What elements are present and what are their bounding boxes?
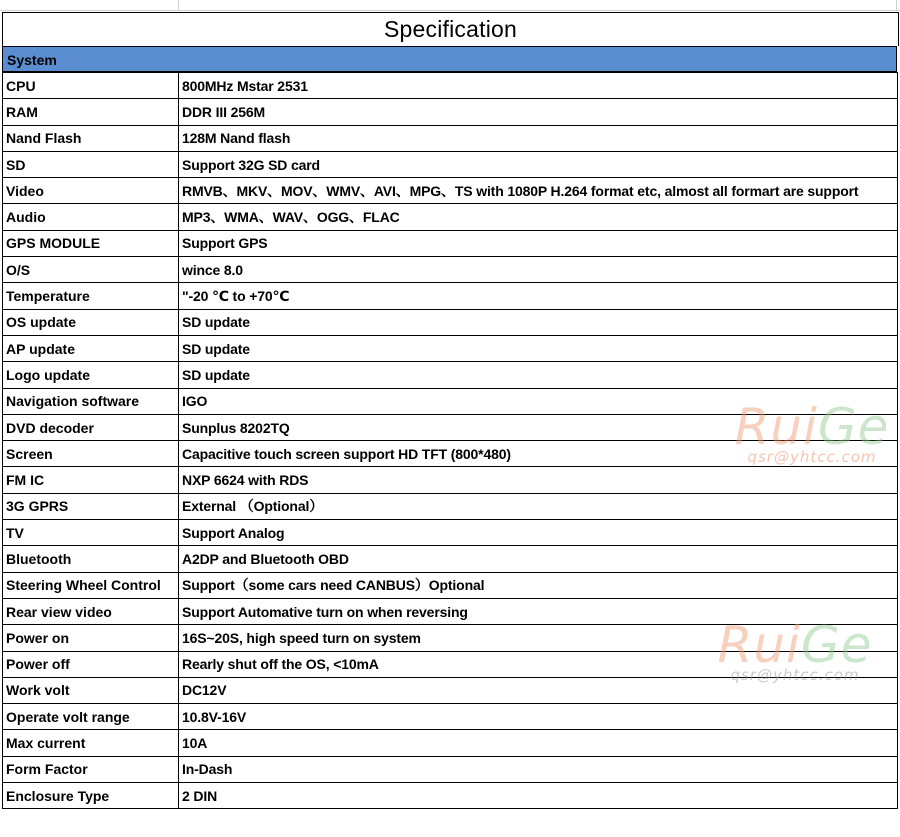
spec-label: Operate volt range	[3, 704, 179, 730]
spec-value: 128M Nand flash	[179, 125, 898, 151]
table-row	[3, 546, 898, 572]
spec-label: Audio	[3, 204, 179, 230]
spec-value: DC12V	[179, 677, 898, 703]
spec-label: Power on	[3, 625, 179, 651]
spec-value: 800MHz Mstar 2531	[179, 73, 898, 99]
spec-value: RMVB、MKV、MOV、WMV、AVI、MPG、TS with 1080P H.264 format etc, almost all formart are support	[179, 178, 898, 204]
spec-value: Support GPS	[179, 230, 898, 256]
table-row	[3, 756, 898, 782]
spec-value: MP3、WMA、WAV、OGG、FLAC	[179, 204, 898, 230]
spec-label: Video	[3, 178, 179, 204]
spec-label: Navigation software	[3, 388, 179, 414]
spec-label: GPS MODULE	[3, 230, 179, 256]
spec-value: Rearly shut off the OS, <10mA	[179, 651, 898, 677]
spec-value: 16S~20S, high speed turn on system	[179, 625, 898, 651]
spec-label: Nand Flash	[3, 125, 179, 151]
table-row	[3, 677, 898, 703]
spec-label: Logo update	[3, 362, 179, 388]
table-row	[3, 598, 898, 624]
spec-label: O/S	[3, 257, 179, 283]
section-header-system: System	[2, 46, 897, 72]
spec-label: RAM	[3, 99, 179, 125]
spec-value: Support Automative turn on when reversing	[179, 598, 898, 624]
spec-label: OS update	[3, 309, 179, 335]
spec-label: CPU	[3, 73, 179, 99]
table-row	[3, 178, 898, 204]
spec-table	[2, 72, 898, 809]
spec-label: Steering Wheel Control	[3, 572, 179, 598]
table-row	[3, 493, 898, 519]
spec-label: Bluetooth	[3, 546, 179, 572]
page-title: Specification	[2, 12, 899, 46]
table-row	[3, 204, 898, 230]
spec-label: Rear view video	[3, 598, 179, 624]
table-row	[3, 625, 898, 651]
spec-value: Support Analog	[179, 520, 898, 546]
spec-value: Sunplus 8202TQ	[179, 414, 898, 440]
spec-value: A2DP and Bluetooth OBD	[179, 546, 898, 572]
spec-label: Screen	[3, 441, 179, 467]
watermark-logo: RuiGe	[717, 616, 873, 674]
table-row	[3, 651, 898, 677]
spec-label: TV	[3, 520, 179, 546]
table-row	[3, 125, 898, 151]
spec-label: Enclosure Type	[3, 783, 179, 809]
table-row	[3, 99, 898, 125]
spec-value: SD update	[179, 309, 898, 335]
spec-label: Temperature	[3, 283, 179, 309]
spec-value: 10.8V-16V	[179, 704, 898, 730]
table-row	[3, 362, 898, 388]
table-row	[3, 730, 898, 756]
spec-label: Max current	[3, 730, 179, 756]
spec-value: IGO	[179, 388, 898, 414]
top-strip	[0, 0, 900, 11]
spec-label: AP update	[3, 335, 179, 361]
watermark-logo: RuiGe	[734, 398, 890, 456]
spec-value: NXP 6624 with RDS	[179, 467, 898, 493]
spec-value: "-20 ℃ to +70℃	[179, 283, 898, 309]
table-row	[3, 257, 898, 283]
spec-value: SD update	[179, 362, 898, 388]
spec-value: 10A	[179, 730, 898, 756]
spec-value: External （Optional）	[179, 493, 898, 519]
table-row	[3, 335, 898, 361]
spec-value: 2 DIN	[179, 783, 898, 809]
watermark-email: qsr@yhtcc.com	[747, 448, 877, 466]
table-row	[3, 73, 898, 99]
spec-value: SD update	[179, 335, 898, 361]
table-row	[3, 467, 898, 493]
table-row	[3, 441, 898, 467]
spec-value: DDR III 256M	[179, 99, 898, 125]
spec-value: In-Dash	[179, 756, 898, 782]
spec-label: Work volt	[3, 677, 179, 703]
table-row	[3, 572, 898, 598]
table-row	[3, 283, 898, 309]
spec-label: Power off	[3, 651, 179, 677]
spec-value: Capacitive touch screen support HD TFT (800*480)	[179, 441, 898, 467]
table-row	[3, 309, 898, 335]
table-row	[3, 704, 898, 730]
table-row	[3, 783, 898, 809]
spec-label: FM IC	[3, 467, 179, 493]
spec-value: wince 8.0	[179, 257, 898, 283]
spec-label: SD	[3, 151, 179, 177]
strip-divider	[896, 0, 897, 10]
spec-label: 3G GPRS	[3, 493, 179, 519]
spec-value: Support（some cars need CANBUS）Optional	[179, 572, 898, 598]
table-row	[3, 388, 898, 414]
spec-value: Support 32G SD card	[179, 151, 898, 177]
table-row	[3, 414, 898, 440]
spec-label: DVD decoder	[3, 414, 179, 440]
strip-divider	[178, 0, 179, 10]
table-row	[3, 520, 898, 546]
table-row	[3, 230, 898, 256]
spec-label: Form Factor	[3, 756, 179, 782]
table-row	[3, 151, 898, 177]
watermark-email: qsr@yhtcc.com	[730, 666, 860, 684]
